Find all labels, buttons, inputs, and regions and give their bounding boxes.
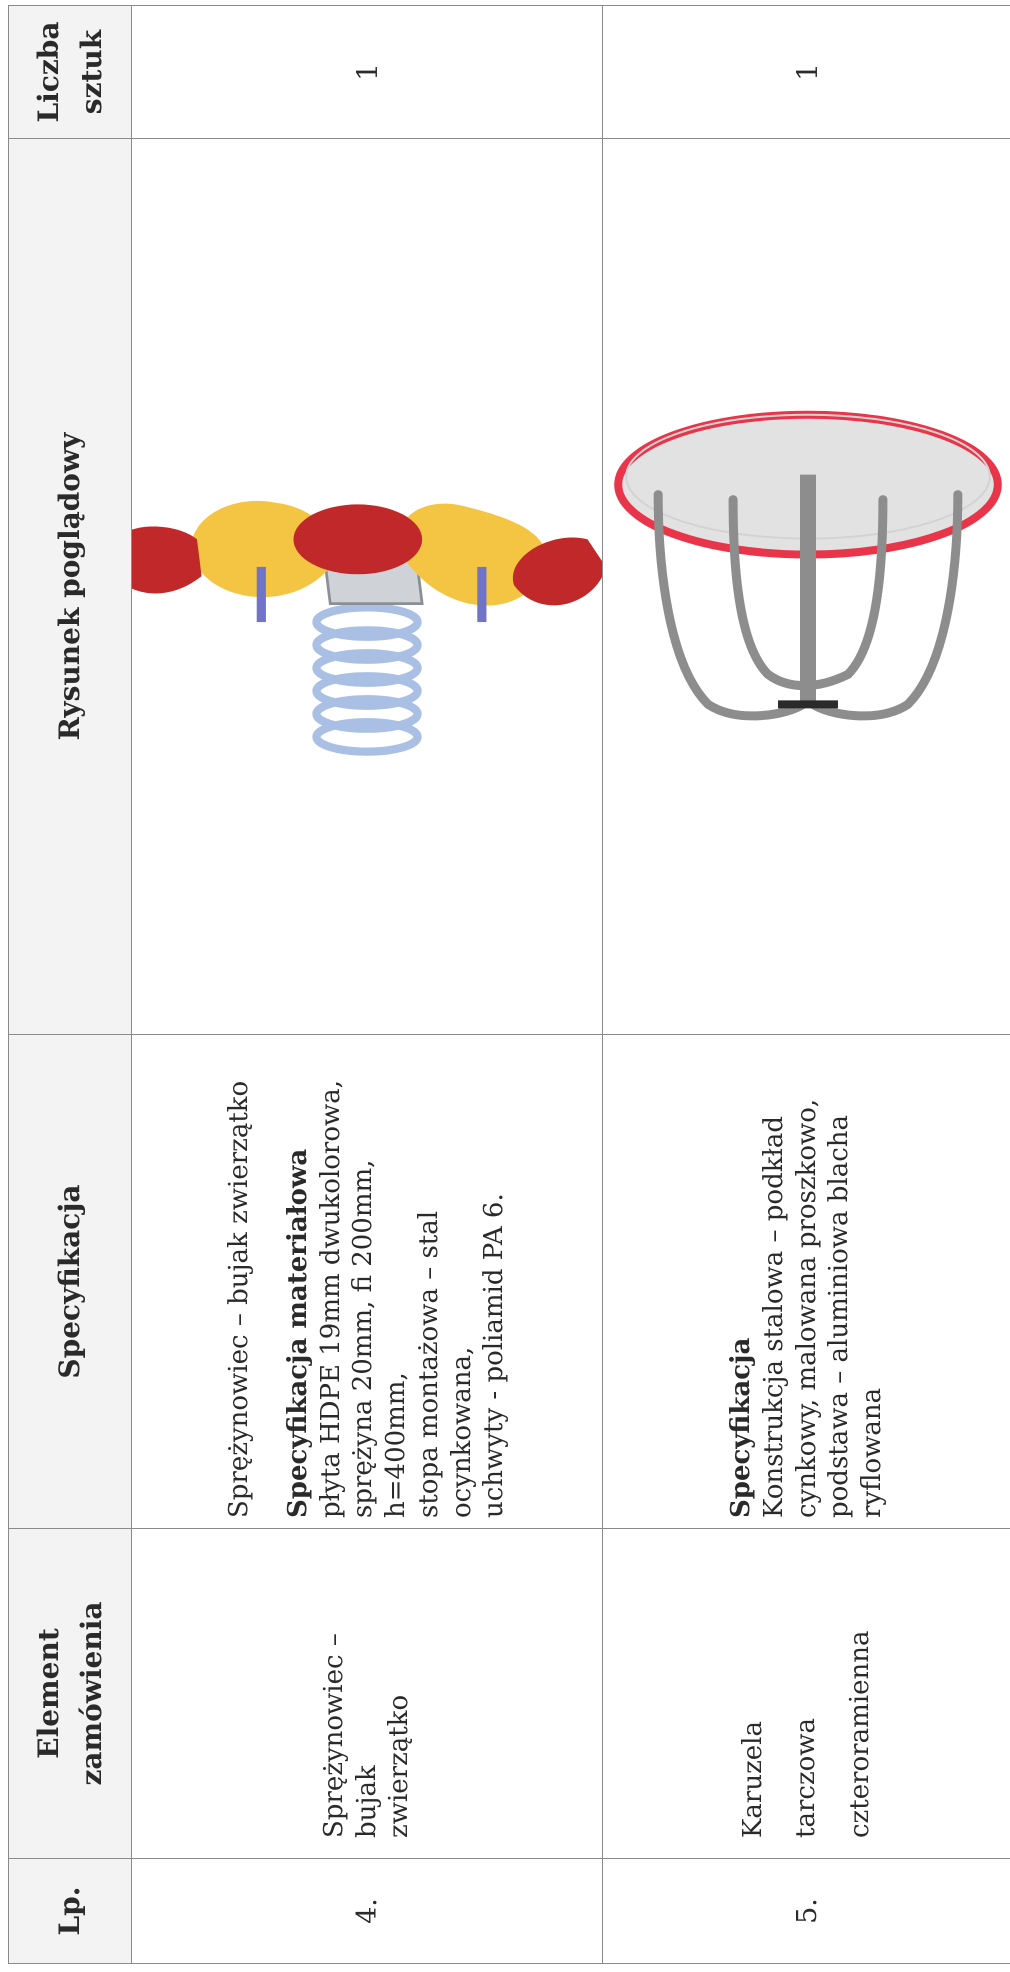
spring-rocker-animal-icon bbox=[132, 139, 602, 1034]
spec-line: sprężyna 20mm, fi 200mm, bbox=[348, 1159, 379, 1518]
piece-count: 1 bbox=[603, 6, 1010, 139]
element-name-line: tarczowa bbox=[791, 1717, 822, 1838]
spec-line: uchwyty - poliamid PA 6. bbox=[479, 1193, 510, 1518]
header-element-line: zamówienia bbox=[75, 1601, 108, 1786]
spec-line: cynkowy, malowana proszkowo, bbox=[791, 1098, 822, 1518]
spec-line: ocynkowana, bbox=[446, 1346, 477, 1518]
spec-heading: Specyfikacja materiałowa bbox=[282, 1148, 313, 1518]
element-name-stack bbox=[727, 1529, 887, 1838]
header-drawing: Rysunek poglądowy bbox=[9, 139, 132, 1035]
specification-text bbox=[603, 1035, 1010, 1529]
element-name-line: bujak bbox=[351, 1765, 382, 1838]
spec-line: Konstrukcja stalowa – podkład bbox=[758, 1115, 789, 1518]
specification-text bbox=[132, 1035, 603, 1529]
element-name-line: Karuzela bbox=[738, 1721, 769, 1838]
table-row bbox=[603, 6, 1010, 1964]
spec-intro: Sprężynowiec – bujak zwierzątko bbox=[224, 1080, 254, 1518]
spec-line: płyta HDPE 19mm dwukolorowa, bbox=[315, 1079, 346, 1518]
header-specification: Specyfikacja bbox=[9, 1035, 132, 1529]
header-element-line: Element bbox=[31, 1628, 65, 1759]
spec-line: stopa montażowa – stal bbox=[413, 1210, 444, 1518]
row-number: 5. bbox=[603, 1859, 1010, 1964]
specification-table bbox=[8, 5, 1010, 1964]
element-name-line: Sprężynowiec – bbox=[319, 1633, 350, 1838]
spec-heading: Specyfikacja bbox=[726, 1337, 757, 1518]
table-row bbox=[132, 6, 603, 1964]
piece-count: 1 bbox=[132, 6, 603, 139]
spec-line: podstawa – aluminiowa blacha bbox=[824, 1114, 855, 1518]
row-number: 4. bbox=[132, 1859, 603, 1964]
header-lp: Lp. bbox=[9, 1859, 132, 1964]
header-element bbox=[9, 1529, 132, 1859]
header-count bbox=[9, 6, 132, 139]
element-name-line: czteroramienna bbox=[844, 1630, 875, 1838]
header-row bbox=[9, 6, 132, 1964]
element-name-line: zwierzątko bbox=[384, 1694, 415, 1838]
drawing-cell bbox=[132, 139, 603, 1035]
spec-line: ryflowana bbox=[857, 1387, 888, 1518]
element-name bbox=[132, 1529, 603, 1859]
disc-carousel-icon bbox=[603, 139, 1010, 1034]
drawing-cell bbox=[603, 139, 1010, 1035]
header-count-line: Liczba bbox=[31, 21, 65, 123]
spring-icon bbox=[316, 607, 417, 751]
spec-line: h=400mm, bbox=[381, 1372, 411, 1518]
header-count-line: sztuk bbox=[75, 29, 108, 115]
element-name bbox=[603, 1529, 1010, 1859]
